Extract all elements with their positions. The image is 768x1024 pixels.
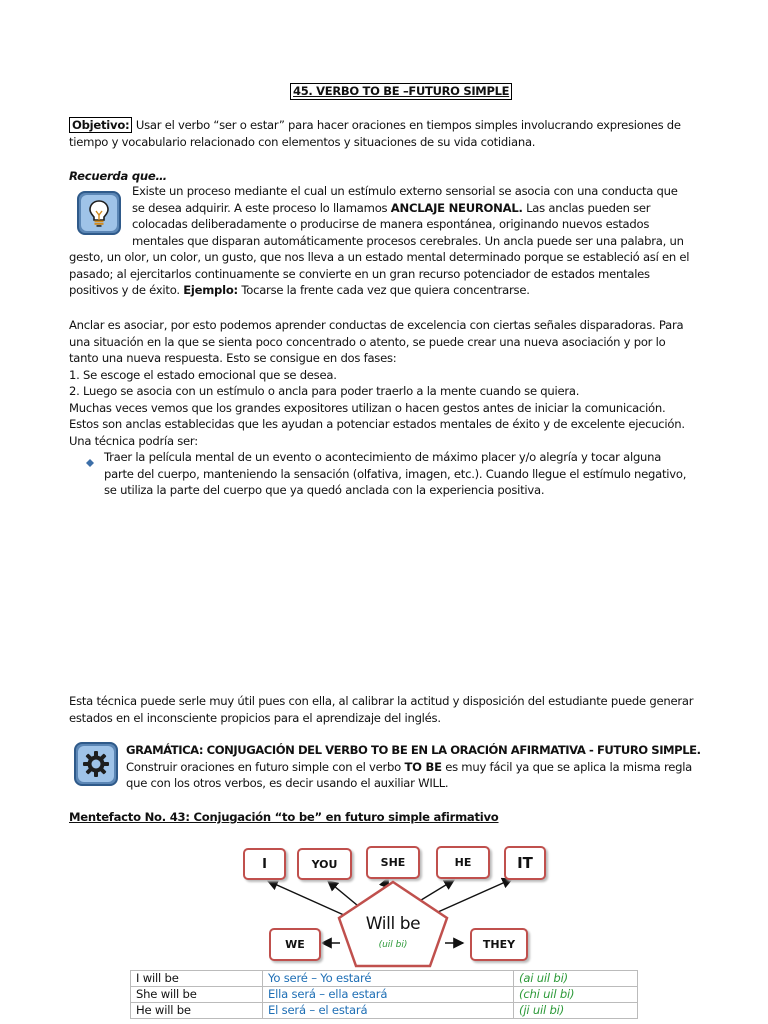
recuerda-line-3: colocadas deliberadamente o producirse de manera espontánea, originando nuevos estados [132,217,650,231]
recuerda-heading: Recuerda que… [69,169,167,183]
to-be-term: TO BE [404,759,442,774]
bullet-icon [86,452,94,460]
recuerda-line-5: gesto, un olor, un color, un gusto, que nos lleva a un estado mental determinado porque se estableció así en el [69,250,690,264]
objective-line-1: Usar el verbo “ser o estar” para hacer oraciones en tiempos simples involucrando expresiones de [135,118,681,132]
pronoun-node-it: IT [504,846,546,880]
table-cell-spanish: Ella será – ella estará [263,987,514,1003]
pronoun-node-i: I [243,848,286,880]
gramatica-line-2: que con los otros verbos, es decir usando el auxiliar WILL. [126,776,449,790]
gear-icon [74,742,118,786]
table-row [131,971,638,987]
table-cell-pronunciation: (ji uil bi) [514,1003,638,1019]
recuerda-paragraph-indented [132,183,727,249]
table-cell-pronunciation: (ai uil bi) [514,971,638,987]
anclaje-neuronal-term: ANCLAJE NEURONAL. [390,200,523,215]
anclar-paragraph [69,317,727,449]
will-be-pronunciation: (uil bi) [378,940,408,950]
bullet-line-3: se utiliza la parte del cuerpo que ya quedó anclada con la experiencia positiva. [104,483,545,497]
tecnica-line-1: Esta técnica puede serle muy útil pues con ella, al calibrar la actitud y disposición del estudiante puede generar [69,694,694,708]
objective-label: Objetivo: [69,117,132,133]
recuerda-line-2-end: Las anclas pueden ser [526,200,651,215]
anclar-line-3: tanto una nueva respuesta. Esto se consigue en dos fases: [69,351,397,365]
lightbulb-icon [77,191,121,235]
anclar-line-1: Anclar es asociar, por esto podemos aprender conductas de excelencia con ciertas señales disparadoras. Para [69,318,684,332]
pronoun-node-you: YOU [297,848,352,880]
anclar-line-2: una situación en la que se sienta poco concentrado o atento, se puede crear una nueva asociación y por lo [69,334,666,349]
pronoun-node-he: HE [436,846,490,879]
bullet-line-2: parte del cuerpo, manteniendo la sensación (olfativa, imagen, etc.). Cuando llegue el estímulo negativo, [104,466,687,481]
recuerda-line-4: mentales que disparan automáticamente procesos cerebrales. Un ancla puede ser una palabra, un [132,233,684,248]
pronoun-node-we: WE [269,928,321,961]
table-row [131,987,638,1003]
gramatica-line-1: Construir oraciones en futuro simple con el verbo [126,759,402,774]
gramatica-heading: GRAMÁTICA: CONJUGACIÓN DEL VERBO TO BE EN LA ORACIÓN AFIRMATIVA - FUTURO SIMPLE. [126,743,701,757]
table-cell-english: He will be [131,1003,263,1019]
anclar-line-6: Muchas veces vemos que los grandes expositores utilizan o hacen gestos antes de iniciar la comunicación. [69,400,666,415]
will-be-label: Will be [365,914,421,934]
recuerda-line-6: pasado; al ejercitarlos continuamente se convierte en un gran recurso potenciador de estados mentales [69,266,650,281]
conjugation-table [130,970,638,1019]
page-title: 45. VERBO TO BE –FUTURO SIMPLE [290,83,512,100]
objective-section [69,117,727,150]
recuerda-paragraph-full [69,249,727,299]
pronoun-node-they: THEY [470,928,528,961]
objective-line-2: tiempo y vocabulario relacionado con elementos y situaciones de su vida cotidiana. [69,134,536,149]
mentefacto-title: Mentefacto No. 43: Conjugación “to be” en futuro simple afirmativo [69,810,499,824]
table-cell-spanish: Yo seré – Yo estaré [263,971,514,987]
bullet-line-1: Traer la película mental de un evento o acontecimiento de máximo placer y/o alegría y tocar alguna [104,450,662,464]
anclar-line-8: Una técnica podría ser: [69,433,198,448]
anclar-line-7: Estos son anclas establecidas que les ayudan a potenciar estados mentales de éxito y de excelente ejecución. [69,417,685,431]
tecnica-line-2: estados en el inconsciente propicios para el aprendizaje del inglés. [69,710,441,725]
table-cell-english: I will be [131,971,263,987]
table-row [131,1003,638,1019]
table-cell-spanish: El será – el estará [263,1003,514,1019]
gramatica-section [126,742,727,792]
recuerda-line-1: Existe un proceso mediante el cual un estímulo externo sensorial se asocia con una conducta que [132,184,678,198]
pronoun-node-she: SHE [366,846,420,879]
table-cell-pronunciation: (chi uil bi) [514,987,638,1003]
bullet-item [104,449,727,499]
anclar-step-1: 1. Se escoge el estado emocional que se desea. [69,367,337,382]
tecnica-paragraph [69,693,727,726]
table-cell-english: She will be [131,987,263,1003]
recuerda-line-7: positivos y de éxito. [69,283,180,297]
anclar-step-2: 2. Luego se asocia con un estímulo o ancla para poder traerlo a la mente cuando se quiera. [69,384,580,398]
gramatica-line-1-end: es muy fácil ya que se aplica la misma regla [445,759,693,774]
ejemplo-label: Ejemplo: [183,283,238,297]
recuerda-line-7-end: Tocarse la frente cada vez que quiera concentrarse. [241,283,530,297]
recuerda-line-2: se desea adquirir. A este proceso lo llamamos [132,200,388,215]
